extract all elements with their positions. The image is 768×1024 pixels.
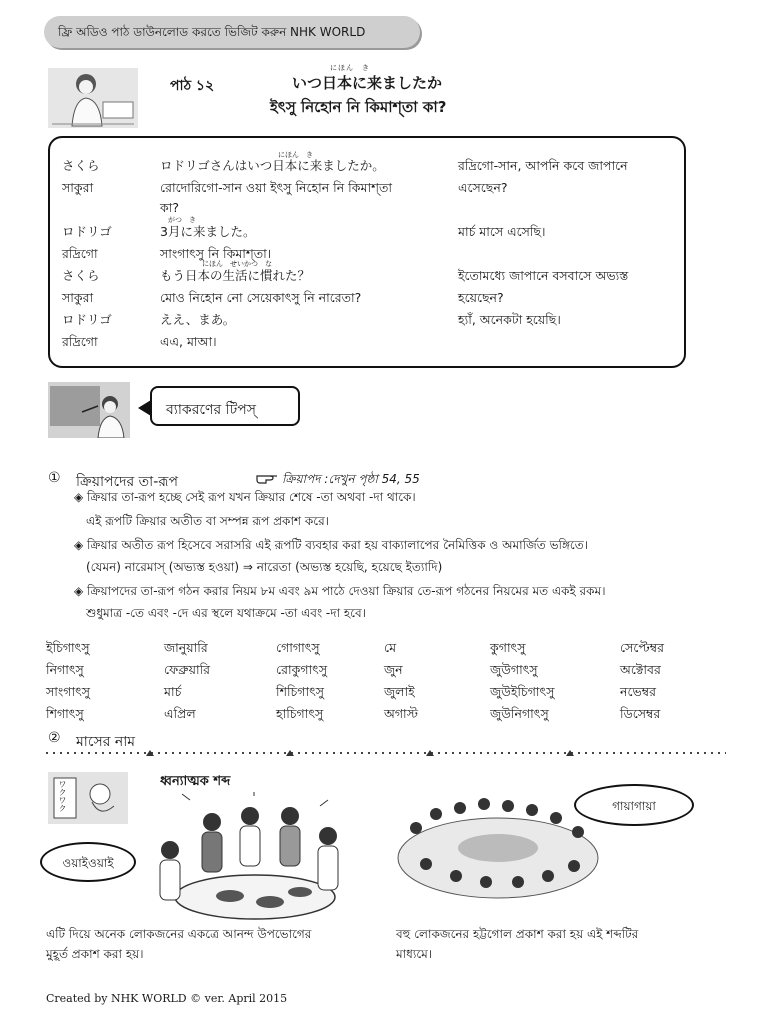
month-cell: সাংগাৎসু: [46, 684, 91, 699]
caption-left-line1: এটি দিয়ে অনেক লোকজনের একত্রে আনন্দ উপভোগের: [46, 927, 312, 941]
month-names-table: [46, 640, 706, 730]
month-cell: অক্টোবর: [620, 662, 661, 677]
furigana: にほん き: [278, 151, 313, 159]
month-cell: কুগাৎসু: [490, 640, 526, 655]
month-cell: জুউগাৎসু: [490, 662, 538, 677]
party-group-illustration: [150, 792, 360, 926]
dialogue-line: রোদোরিগো-সান ওয়া ইৎসু নিহোন নি কিমাশ্‌তা: [160, 180, 392, 195]
lesson-title-japanese: いつ日本に来ましたか: [292, 74, 443, 92]
speech-bubble-right-text: গায়াগায়া: [612, 799, 656, 813]
speaker-jp: さくら: [62, 158, 100, 173]
lesson-number: পাঠ ১২: [170, 78, 215, 94]
blackboard-teacher-illustration: [48, 382, 130, 438]
sign-text: ワクワク: [58, 780, 67, 812]
rooster-sign-illustration: [48, 772, 128, 828]
dialogue-line: কা?: [160, 200, 180, 215]
month-cell: এপ্রিল: [164, 706, 196, 721]
month-cell: জুউইচিগাৎসু: [490, 684, 555, 699]
speaker-jp: ロドリゴ: [62, 312, 112, 327]
month-cell: হাচিগাৎসু: [276, 706, 324, 721]
speech-bubble-left: [40, 842, 136, 882]
speech-bubble-right: [574, 784, 694, 826]
grammar-tips-label: ব্যাকরণের টিপস্‌: [166, 402, 257, 418]
month-cell: জুউনিগাৎসু: [490, 706, 549, 721]
speaker-jp: ロドリゴ: [62, 224, 112, 239]
footer-credit: Created by NHK WORLD © ver. April 2015: [46, 992, 288, 1005]
speaker-bn: সাকুরা: [62, 180, 94, 195]
section-1-marker: ①: [48, 470, 61, 486]
dialogue-line: এএ, মাআ।: [160, 334, 217, 349]
title-furigana: にほん き: [330, 64, 370, 72]
grammar-line: এই রূপটি ক্রিয়ার অতীত বা সম্পন্ন রূপ প্রকাশ করে।: [86, 514, 329, 528]
dialogue-line: মোও নিহোন নো সেয়েকাৎসু নি নারেতা?: [160, 290, 362, 305]
grammar-example: (যেমন) নারেমাস্‌ (অভ্যস্ত হওয়া) ⇒ নারেতা (অভ্যস্ত হয়েছি, হয়েছে ইত্যাদি): [86, 560, 443, 574]
month-cell: গোগাৎসু: [276, 640, 320, 655]
month-cell: ডিসেম্বর: [620, 706, 661, 721]
month-cell: মার্চ: [164, 684, 182, 699]
month-cell: জুন: [384, 662, 403, 677]
grammar-line: ◈ ক্রিয়ার অতীত রূপ হিসেবে সরাসরি এই রূপটি ব্যবহার করা হয় বাক্যালাপের নৈমিত্তিক ও অমার্জিত ভঙ্গিতে।: [74, 538, 589, 552]
audio-download-banner[interactable]: [44, 16, 420, 48]
caption-left-line2: মুহূর্ত প্রকাশ করা হয়।: [46, 947, 144, 961]
section-1-title: ক্রিয়াপদের তা-রূপ: [76, 474, 178, 490]
month-cell: জানুয়ারি: [164, 640, 208, 655]
pointing-hand-icon: [256, 470, 278, 489]
translation: হয়েছেন?: [458, 290, 504, 305]
month-cell: অগাস্ট: [384, 706, 418, 721]
furigana: がつ き: [168, 216, 196, 224]
month-cell: নিগাৎসু: [46, 662, 84, 677]
dialogue-box: [48, 136, 686, 368]
furigana: にほん せいかつ な: [202, 260, 272, 268]
grammar-line: ◈ ক্রিয়াপদের তা-রূপ গঠন করার নিয়ম ৮ম এবং ৯ম পাঠে দেওয়া ক্রিয়ার তে-রূপ গঠনের নিয়মের মত একই রকম।: [74, 584, 606, 598]
translation: ইতোমধ্যে জাপানে বসবাসে অভ্যস্ত: [458, 268, 629, 283]
month-cell: জুলাই: [384, 684, 415, 699]
month-cell: নভেম্বর: [620, 684, 657, 699]
dialogue-line: ええ、まあ。: [160, 312, 236, 327]
caption-right-line2: মাধ্যমে।: [396, 947, 433, 961]
caption-right-line1: বহু লোকজনের হট্টগোল প্রকাশ করা হয় এই শব্দটির: [396, 927, 639, 941]
section-2-title: মাসের নাম: [76, 734, 136, 750]
month-cell: সেপ্টেম্বর: [620, 640, 664, 655]
month-cell: মে: [384, 640, 397, 655]
dialogue-line: সাংগাৎসু নি কিমাশ্‌তা।: [160, 246, 272, 261]
month-cell: রোকুগাৎসু: [276, 662, 328, 677]
dialogue-line: ロドリゴさんはいつ日本に来ましたか。: [160, 158, 385, 173]
grammar-line: শুধুমাত্র -তে এবং -দে এর স্থলে যথাক্রমে -তা এবং -দা হবে।: [86, 606, 366, 620]
dialogue-line: 3月に来ました。: [160, 224, 256, 239]
speaker-bn: সাকুরা: [62, 290, 94, 305]
section-2-marker: ②: [48, 730, 61, 746]
verb-reference-note: ক্রিয়াপদ :দেখুন পৃষ্ঠা 54, 55: [282, 472, 420, 486]
decorative-divider: [46, 748, 726, 761]
grammar-line: ◈ ক্রিয়ার তা-রূপ হচ্ছে সেই রূপ যখন ক্রিয়ার শেষে -তা অথবা -দা থাকে।: [74, 490, 416, 504]
month-cell: শিচিগাৎসু: [276, 684, 325, 699]
speech-bubble-left-text: ওয়াইওয়াই: [62, 856, 114, 870]
speaker-bn: রদ্রিগো: [62, 246, 98, 261]
translation: রদ্রিগো-সান, আপনি কবে জাপানে: [458, 158, 628, 173]
month-cell: ফেব্রুয়ারি: [164, 662, 211, 677]
speaker-jp: さくら: [62, 268, 100, 283]
speaker-bn: রদ্রিগো: [62, 334, 98, 349]
grammar-tips-bubble: [150, 386, 300, 426]
dialogue-line: もう日本の生活に慣れた？: [160, 268, 311, 283]
translation: এসেছেন?: [458, 180, 508, 195]
teacher-illustration: [48, 68, 138, 128]
lesson-title-bengali: ইৎসু নিহোন নি কিমাশ্‌তা কা?: [270, 98, 447, 116]
banner-text: ফ্রি অডিও পাঠ ডাউনলোড করতে ভিজিট করুন NHK WORLD: [58, 25, 366, 39]
onomatopoeia-heading: ধ্বন্যাত্মক শব্দ: [160, 774, 231, 789]
month-cell: ইচিগাৎসু: [46, 640, 90, 655]
translation: মার্চ মাসে এসেছি।: [458, 224, 546, 239]
month-cell: শিগাৎসু: [46, 706, 84, 721]
translation: হ্যাঁ, অনেকটা হয়েছি।: [458, 312, 561, 327]
